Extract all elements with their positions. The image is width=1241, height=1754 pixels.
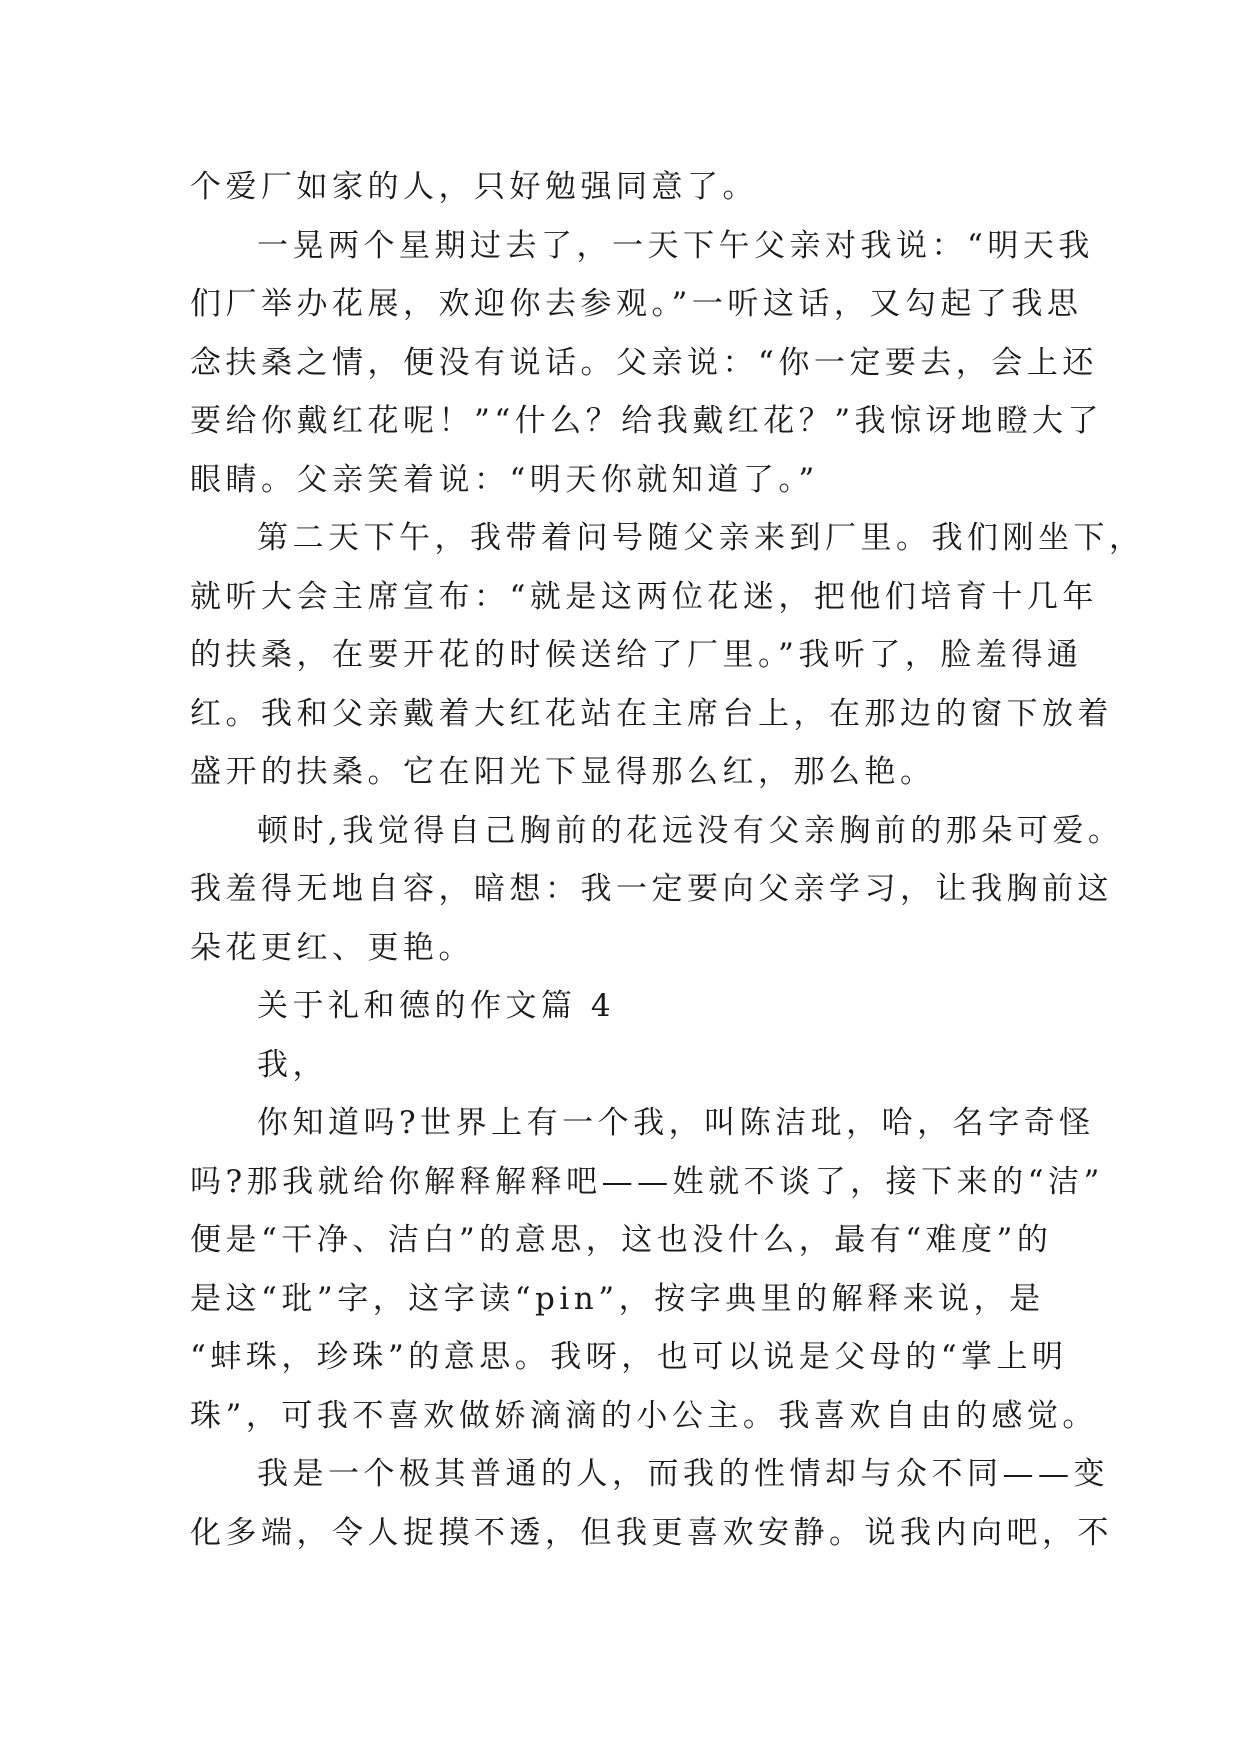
text-line: 我是一个极其普通的人，而我的性情却与众不同——变	[257, 1456, 1109, 1492]
text-line: 盛开的扶桑。它在阳光下显得那么红，那么艳。	[190, 754, 936, 790]
text-line: 念扶桑之情，便没有说话。父亲说：“你一定要去，会上还	[190, 344, 1098, 381]
text-line: 一晃两个星期过去了，一天下午父亲对我说：“明天我	[257, 227, 1094, 264]
text-line: 便是“干净、洁白”的意思，这也没什么，最有“难度”的	[190, 1222, 1053, 1258]
text-line: 朵花更红、更艳。	[190, 929, 474, 966]
text-line: 珠”，可我不喜欢做娇滴滴的小公主。我喜欢自由的感觉。	[190, 1397, 1098, 1434]
text-line: 顿时,我觉得自己胸前的花远没有父亲胸前的那朵可爱。	[257, 812, 1124, 849]
text-line: 红。我和父亲戴着大红花站在主席台上，在那边的窗下放着	[190, 695, 1113, 732]
text-line: 个爱厂如家的人，只好勉强同意了。	[190, 169, 758, 205]
text-line: 你知道吗?世界上有一个我，叫陈洁玭，哈，名字奇怪	[257, 1105, 1095, 1141]
text-line: 眼睛。父亲笑着说：“明天你就知道了。”	[190, 461, 819, 498]
text-line: 关于礼和德的作文篇 4	[257, 988, 616, 1024]
text-line: 第二天下午，我带着问号随父亲来到厂里。我们刚坐下，	[257, 520, 1145, 556]
text-line: 我，	[257, 1046, 328, 1083]
text-line: 的扶桑，在要开花的时候送给了厂里。”我听了，脸羞得通	[190, 637, 1083, 673]
text-line: 化多端，令人捉摸不透，但我更喜欢安静。说我内向吧，不	[190, 1514, 1113, 1551]
essay-text	[190, 158, 1145, 1562]
text-line: 是这“玭”字，这字读“pin”，按字典里的解释来说，是	[190, 1280, 1045, 1317]
text-line: 要给你戴红花呢！”“什么？给我戴红花？”我惊讶地瞪大了	[190, 403, 1104, 439]
text-line: 就听大会主席宣布：“就是这两位花迷，把他们培育十几年	[190, 578, 1098, 615]
text-line: “蚌珠，珍珠”的意思。我呀，也可以说是父母的“掌上明	[190, 1339, 1068, 1375]
text-line: 吗?那我就给你解释解释吧——姓就不谈了，接下来的“洁”	[190, 1163, 1104, 1200]
text-line: 们厂举办花展，欢迎你去参观。”一听这话，又勾起了我思	[190, 286, 1083, 322]
text-line: 我羞得无地自容，暗想：我一定要向父亲学习，让我胸前这	[190, 871, 1113, 907]
